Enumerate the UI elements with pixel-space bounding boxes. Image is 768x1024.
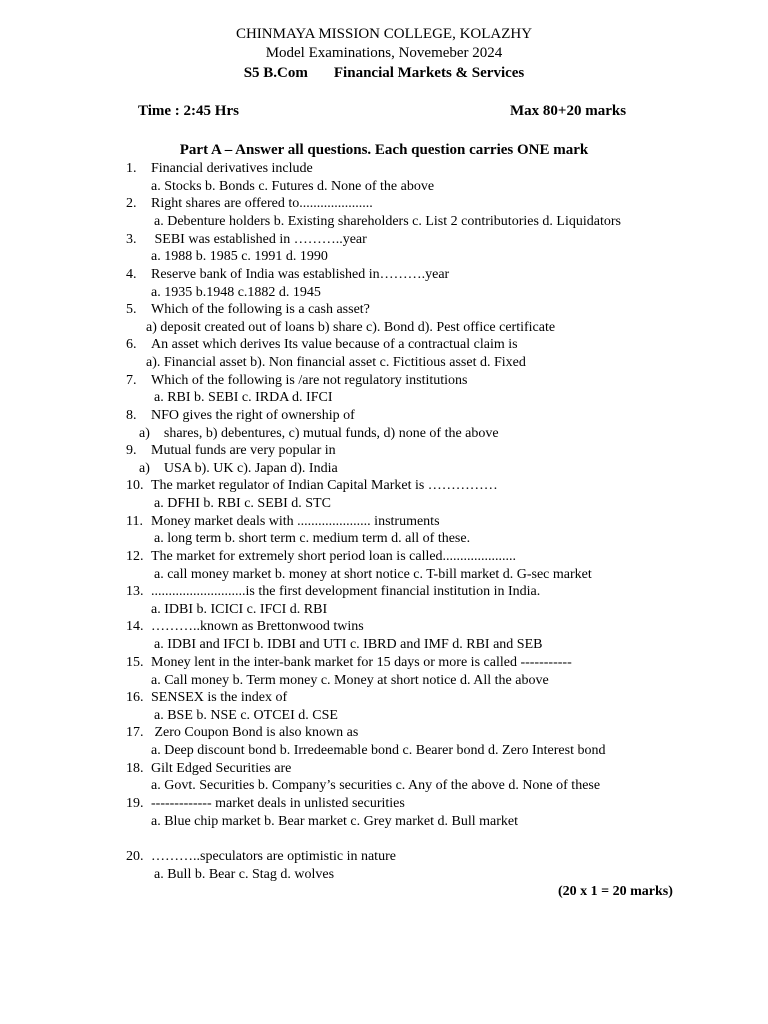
question-text: Zero Coupon Bond is also known as (151, 725, 359, 740)
question-text: The market for extremely short period loan is called..................... (151, 549, 517, 564)
question-17-options: a. Deep discount bond b. Irredeemable bond c. Bearer bond d. Zero Interest bond (151, 743, 606, 758)
question-3-options: a. 1988 b. 1985 c. 1991 d. 1990 (151, 249, 328, 264)
question-number: 1. (126, 161, 137, 176)
exam-title: Model Examinations, Novemeber 2024 (265, 45, 503, 61)
exam-time: Time : 2:45 Hrs (138, 103, 239, 119)
question-number: 16. (126, 690, 144, 705)
question-10-options: a. DFHI b. RBI c. SEBI d. STC (154, 496, 331, 511)
part-a-title: Part A – Answer all questions. Each question carries ONE mark (179, 142, 589, 158)
question-number: 15. (126, 655, 144, 670)
question-text: ------------- market deals in unlisted securities (151, 796, 405, 811)
question-1-options: a. Stocks b. Bonds c. Futures d. None of the above (151, 179, 435, 194)
question-number: 2. (126, 196, 137, 211)
question-number: 4. (126, 267, 137, 282)
question-number: 13. (126, 584, 144, 599)
question-number: 20. (126, 849, 144, 864)
course-name: S5 B.Com (243, 65, 308, 81)
question-9-options: a) USA b). UK c). Japan d). India (139, 461, 338, 476)
question-13-options: a. IDBI b. ICICI c. IFCI d. RBI (151, 602, 328, 617)
question-text: The market regulator of Indian Capital Market is …………… (151, 478, 498, 493)
question-number: 17. (126, 725, 144, 740)
question-12-options: a. call money market b. money at short notice c. T-bill market d. G-sec market (154, 567, 592, 582)
subject-name: Financial Markets & Services (333, 65, 525, 81)
question-number: 11. (126, 514, 143, 529)
question-text: ………..known as Brettonwood twins (151, 619, 364, 634)
question-text: Gilt Edged Securities are (151, 761, 292, 776)
question-6-options: a). Financial asset b). Non financial asset c. Fictitious asset d. Fixed (146, 355, 526, 370)
question-number: 18. (126, 761, 144, 776)
max-marks: Max 80+20 marks (510, 103, 627, 119)
question-number: 3. (126, 232, 137, 247)
question-text: Mutual funds are very popular in (151, 443, 336, 458)
question-number: 5. (126, 302, 137, 317)
question-text: An asset which derives Its value because of a contractual claim is (151, 337, 518, 352)
question-14-options: a. IDBI and IFCI b. IDBI and UTI c. IBRD and IMF d. RBI and SEB (154, 637, 543, 652)
question-text: Which of the following is /are not regulatory institutions (151, 373, 468, 388)
question-number: 12. (126, 549, 144, 564)
question-2-options: a. Debenture holders b. Existing shareholders c. List 2 contributories d. Liquidators (154, 214, 621, 229)
question-number: 6. (126, 337, 137, 352)
question-number: 9. (126, 443, 137, 458)
question-number: 19. (126, 796, 144, 811)
question-number: 8. (126, 408, 137, 423)
question-8-options: a) shares, b) debentures, c) mutual funds, d) none of the above (139, 426, 499, 441)
college-name: CHINMAYA MISSION COLLEGE, KOLAZHY (235, 26, 533, 42)
question-text: Financial derivatives include (151, 161, 313, 176)
question-text: ...........................is the first development financial institution in India. (151, 584, 541, 599)
question-11-options: a. long term b. short term c. medium term d. all of these. (154, 531, 471, 546)
question-5-options: a) deposit created out of loans b) share c). Bond d). Pest office certificate (146, 320, 556, 335)
question-text: SENSEX is the index of (151, 690, 288, 705)
question-4-options: a. 1935 b.1948 c.1882 d. 1945 (151, 285, 321, 300)
question-20-options: a. Bull b. Bear c. Stag d. wolves (154, 867, 335, 882)
course-subject (0, 65, 768, 82)
question-number: 10. (126, 478, 144, 493)
question-text: Reserve bank of India was established in……….year (151, 267, 450, 282)
question-number: 7. (126, 373, 137, 388)
marks-summary: (20 x 1 = 20 marks) (558, 884, 673, 899)
question-text: Right shares are offered to..................... (151, 196, 373, 211)
question-text: Money market deals with ..................... instruments (151, 514, 440, 529)
question-15-options: a. Call money b. Term money c. Money at short notice d. All the above (151, 673, 549, 688)
question-number: 14. (126, 619, 144, 634)
question-text: SEBI was established in ………..year (151, 232, 367, 247)
question-text: NFO gives the right of ownership of (151, 408, 355, 423)
question-text: Money lent in the inter-bank market for 15 days or more is called ----------- (151, 655, 572, 670)
question-7-options: a. RBI b. SEBI c. IRDA d. IFCI (154, 390, 333, 405)
question-text: ………..speculators are optimistic in nature (151, 849, 396, 864)
question-18-options: a. Govt. Securities b. Company’s securities c. Any of the above d. None of these (151, 778, 601, 793)
question-19-options: a. Blue chip market b. Bear market c. Grey market d. Bull market (151, 814, 518, 829)
question-16-options: a. BSE b. NSE c. OTCEI d. CSE (154, 708, 338, 723)
question-text: Which of the following is a cash asset? (151, 302, 370, 317)
